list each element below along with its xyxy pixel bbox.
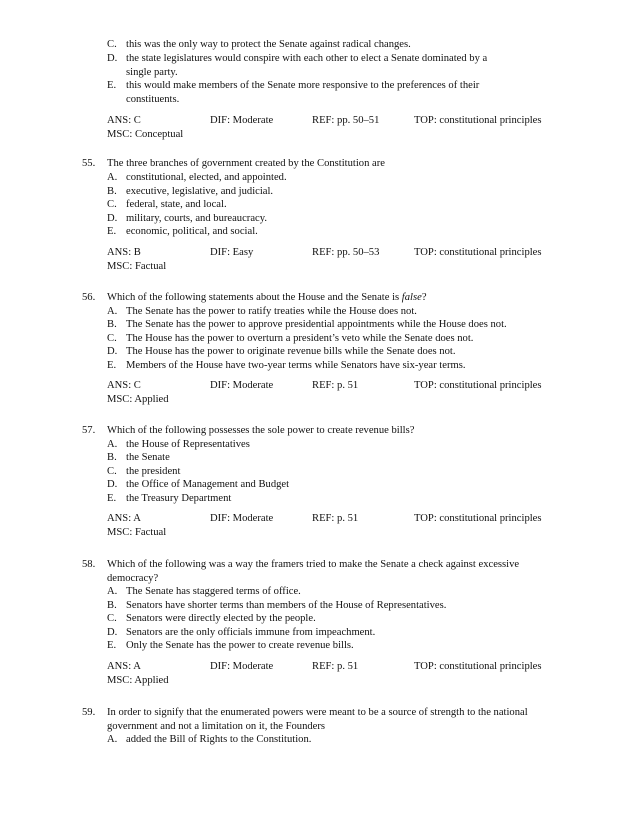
question-number: 59.	[82, 707, 96, 718]
option-text: the Treasury Department	[126, 493, 232, 504]
option-text: this was the only way to protect the Senate against radical changes.	[126, 39, 411, 50]
answer-value: ANS: C	[107, 380, 141, 391]
option-letter: E.	[107, 360, 117, 371]
option-letter: B.	[107, 452, 117, 463]
option-text: the Office of Management and Budget	[126, 479, 290, 490]
option-text: Senators have shorter terms than members of the House of Representatives.	[126, 600, 447, 611]
option-letter: A.	[107, 439, 118, 450]
option-letter: C.	[107, 39, 117, 50]
option-letter: B.	[107, 319, 117, 330]
option-letter: D.	[107, 346, 118, 357]
option-text: economic, political, and social.	[126, 226, 258, 237]
option-letter: A.	[107, 586, 118, 597]
option-text: The Senate has staggered terms of office.	[126, 586, 301, 597]
question-number: 55.	[82, 158, 96, 169]
difficulty: DIF: Moderate	[210, 513, 274, 524]
option-text: constitutional, elected, and appointed.	[126, 172, 287, 183]
question-stem: In order to signify that the enumerated powers were meant to be a source of strength to the national	[107, 707, 528, 718]
option-letter: D.	[107, 627, 118, 638]
difficulty: DIF: Moderate	[210, 661, 274, 672]
topic: TOP: constitutional principles	[414, 513, 542, 524]
answer-key	[107, 246, 567, 260]
option-text: The House has the power to originate revenue bills while the Senate does not.	[126, 346, 456, 357]
question-stem-continued: democracy?	[107, 573, 159, 584]
reference: REF: pp. 50–53	[312, 247, 380, 258]
skill-category: MSC: Factual	[107, 261, 167, 272]
option-text: Senators are the only officials immune from impeachment.	[126, 627, 376, 638]
option-text: federal, state, and local.	[126, 199, 227, 210]
option-letter: D.	[107, 479, 118, 490]
answer-value: ANS: C	[107, 115, 141, 126]
stem-text: Which of the following statements about the House and the Senate is	[107, 292, 402, 303]
option-text: The Senate has the power to approve presidential appointments while the House does not.	[126, 319, 507, 330]
answer-key	[107, 379, 567, 393]
answer-key	[107, 114, 567, 128]
option-text: executive, legislative, and judicial.	[126, 186, 274, 197]
option-letter: E.	[107, 80, 117, 91]
option-text-continued: single party.	[126, 67, 178, 78]
question-stem: The three branches of government created by the Constitution are	[107, 158, 385, 169]
option-letter: A.	[107, 734, 118, 745]
option-text: Only the Senate has the power to create revenue bills.	[126, 640, 354, 651]
stem-text-end: ?	[421, 292, 427, 303]
reference: REF: p. 51	[312, 661, 359, 672]
answer-value: ANS: A	[107, 513, 141, 524]
answer-key	[107, 660, 567, 674]
option-text: Members of the House have two-year terms while Senators have six-year terms.	[126, 360, 466, 371]
option-letter: E.	[107, 226, 117, 237]
reference: REF: pp. 50–51	[312, 115, 380, 126]
topic: TOP: constitutional principles	[414, 115, 542, 126]
option-text: The House has the power to overturn a president’s veto while the Senate does not.	[126, 333, 474, 344]
question-number: 56.	[82, 292, 96, 303]
answer-value: ANS: A	[107, 661, 141, 672]
topic: TOP: constitutional principles	[414, 247, 542, 258]
option-text: the president	[126, 466, 181, 477]
option-letter: A.	[107, 172, 118, 183]
option-letter: C.	[107, 613, 117, 624]
option-letter: C.	[107, 466, 117, 477]
question-stem-continued: government and not a limitation on it, the Founders	[107, 721, 326, 732]
option-text: added the Bill of Rights to the Constitution.	[126, 734, 312, 745]
option-letter: E.	[107, 493, 117, 504]
answer-key	[107, 512, 567, 526]
topic: TOP: constitutional principles	[414, 380, 542, 391]
stem-emphasis: false	[401, 292, 422, 303]
option-letter: D.	[107, 53, 118, 64]
topic: TOP: constitutional principles	[414, 661, 542, 672]
difficulty: DIF: Moderate	[210, 380, 274, 391]
option-text: the House of Representatives	[126, 439, 250, 450]
reference: REF: p. 51	[312, 513, 359, 524]
question-stem: Which of the following was a way the framers tried to make the Senate a check against excessive	[107, 559, 520, 570]
difficulty: DIF: Easy	[210, 247, 254, 258]
option-text: military, courts, and bureaucracy.	[126, 213, 267, 224]
reference: REF: p. 51	[312, 380, 359, 391]
option-letter: B.	[107, 600, 117, 611]
option-letter: C.	[107, 199, 117, 210]
skill-category: MSC: Factual	[107, 527, 167, 538]
option-text: the state legislatures would conspire with each other to elect a Senate dominated by a	[126, 53, 488, 64]
option-text: The Senate has the power to ratify treaties while the House does not.	[126, 306, 417, 317]
question-number: 58.	[82, 559, 96, 570]
option-letter: B.	[107, 186, 117, 197]
question-stem	[107, 291, 427, 305]
option-letter: D.	[107, 213, 118, 224]
option-text: the Senate	[126, 452, 170, 463]
skill-category: MSC: Conceptual	[107, 129, 184, 140]
option-letter: C.	[107, 333, 117, 344]
option-text: this would make members of the Senate more responsive to the preferences of their	[126, 80, 480, 91]
question-stem: Which of the following possesses the sole power to create revenue bills?	[107, 425, 415, 436]
option-letter: A.	[107, 306, 118, 317]
difficulty: DIF: Moderate	[210, 115, 274, 126]
question-number: 57.	[82, 425, 96, 436]
option-text-continued: constituents.	[126, 94, 180, 105]
skill-category: MSC: Applied	[107, 394, 169, 405]
skill-category: MSC: Applied	[107, 675, 169, 686]
option-letter: E.	[107, 640, 117, 651]
answer-value: ANS: B	[107, 247, 141, 258]
option-text: Senators were directly elected by the people.	[126, 613, 316, 624]
